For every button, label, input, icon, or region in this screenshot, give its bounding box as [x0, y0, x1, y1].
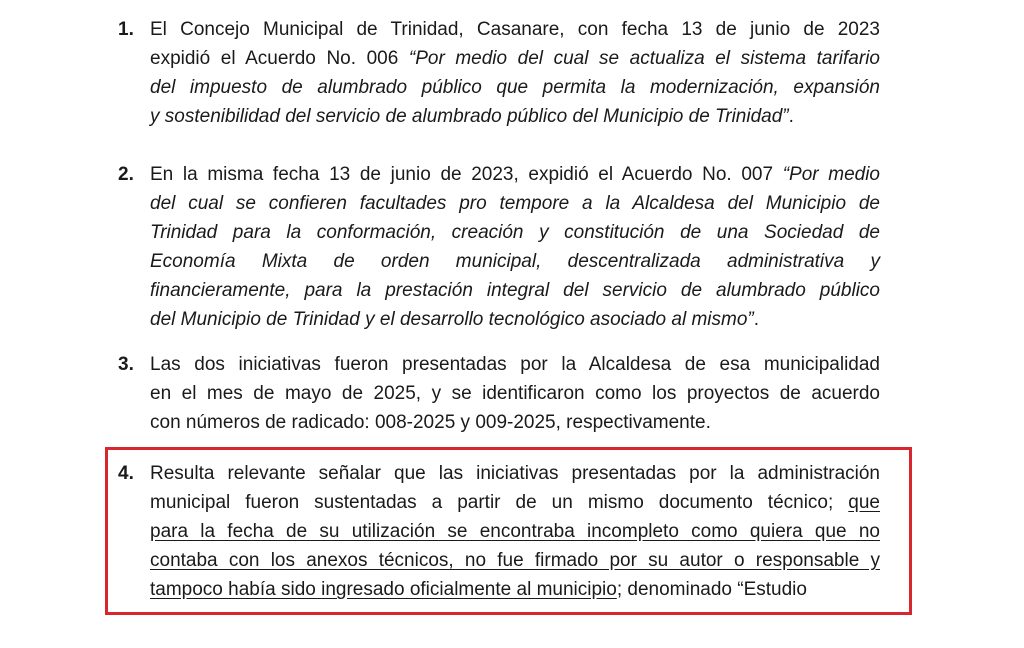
- text-run: del cual se confieren facultades pro tempore a la Alcaldesa del Municipio de: [150, 193, 880, 214]
- text-run: El Concejo Municipal de Trinidad, Casanare, con fecha 13 de junio de 2023: [150, 19, 880, 40]
- paragraph-number: 3.: [118, 354, 134, 375]
- text-line: [150, 379, 880, 408]
- text-run: Las dos iniciativas fueron presentadas por la Alcaldesa de esa municipalidad: [150, 354, 880, 375]
- text-run: “Por medio: [782, 164, 881, 185]
- text-run: en el mes de mayo de 2025, y se identificaron como los proyectos de acuerdo: [150, 383, 880, 404]
- text-run: Resulta relevante señalar que las iniciativas presentadas por la administración: [150, 463, 880, 484]
- paragraph-number: 2.: [118, 164, 134, 185]
- text-line: [150, 218, 880, 247]
- text-line: [150, 305, 759, 334]
- text-run: municipal fueron sustentadas a partir de un mismo documento técnico;: [150, 492, 849, 513]
- highlight-box: [105, 447, 912, 615]
- text-line: [150, 408, 711, 437]
- text-run: con números de radicado: 008-2025 y 009-2025, respectivamente.: [150, 412, 711, 433]
- text-run: del Municipio de Trinidad y el desarrollo tecnológico asociado al mismo”: [150, 309, 754, 330]
- text-run: que: [848, 492, 880, 513]
- text-run: Economía Mixta de orden municipal, descentralizada administrativa y: [150, 251, 880, 272]
- text-line: [150, 247, 880, 276]
- text-run: .: [788, 106, 794, 127]
- text-run: En la misma fecha 13 de junio de 2023, expidió el Acuerdo No. 007: [150, 164, 783, 185]
- text-run: expidió el Acuerdo No. 006: [150, 48, 409, 69]
- text-line: [150, 15, 880, 44]
- text-run: para la fecha de su utilización se encontraba incompleto como quiera que no: [150, 521, 880, 542]
- text-line: [150, 44, 880, 73]
- text-run: contaba con los anexos técnicos, no fue firmado por su autor o responsable y: [150, 550, 880, 571]
- text-run: ; denominado “Estudio: [616, 579, 807, 600]
- text-line: [150, 102, 794, 131]
- text-run: del impuesto de alumbrado público que permita la modernización, expansión: [150, 77, 880, 98]
- paragraph-number: 1.: [118, 19, 134, 40]
- text-line: [150, 350, 880, 379]
- text-run: Trinidad para la conformación, creación y constitución de una Sociedad de: [150, 222, 880, 243]
- paragraph-number: 4.: [118, 463, 134, 484]
- text-line: [150, 189, 880, 218]
- text-line: [150, 73, 880, 102]
- text-run: financieramente, para la prestación integral del servicio de alumbrado público: [150, 280, 880, 301]
- text-run: tampoco había sido ingresado oficialmente al municipio: [150, 579, 617, 600]
- text-run: y sostenibilidad del servicio de alumbrado público del Municipio de Trinidad”: [150, 106, 789, 127]
- text-run: .: [753, 309, 760, 330]
- text-line: [150, 276, 880, 305]
- text-run: “Por medio del cual se actualiza el sistema tarifario: [408, 48, 880, 69]
- text-line: [150, 160, 880, 189]
